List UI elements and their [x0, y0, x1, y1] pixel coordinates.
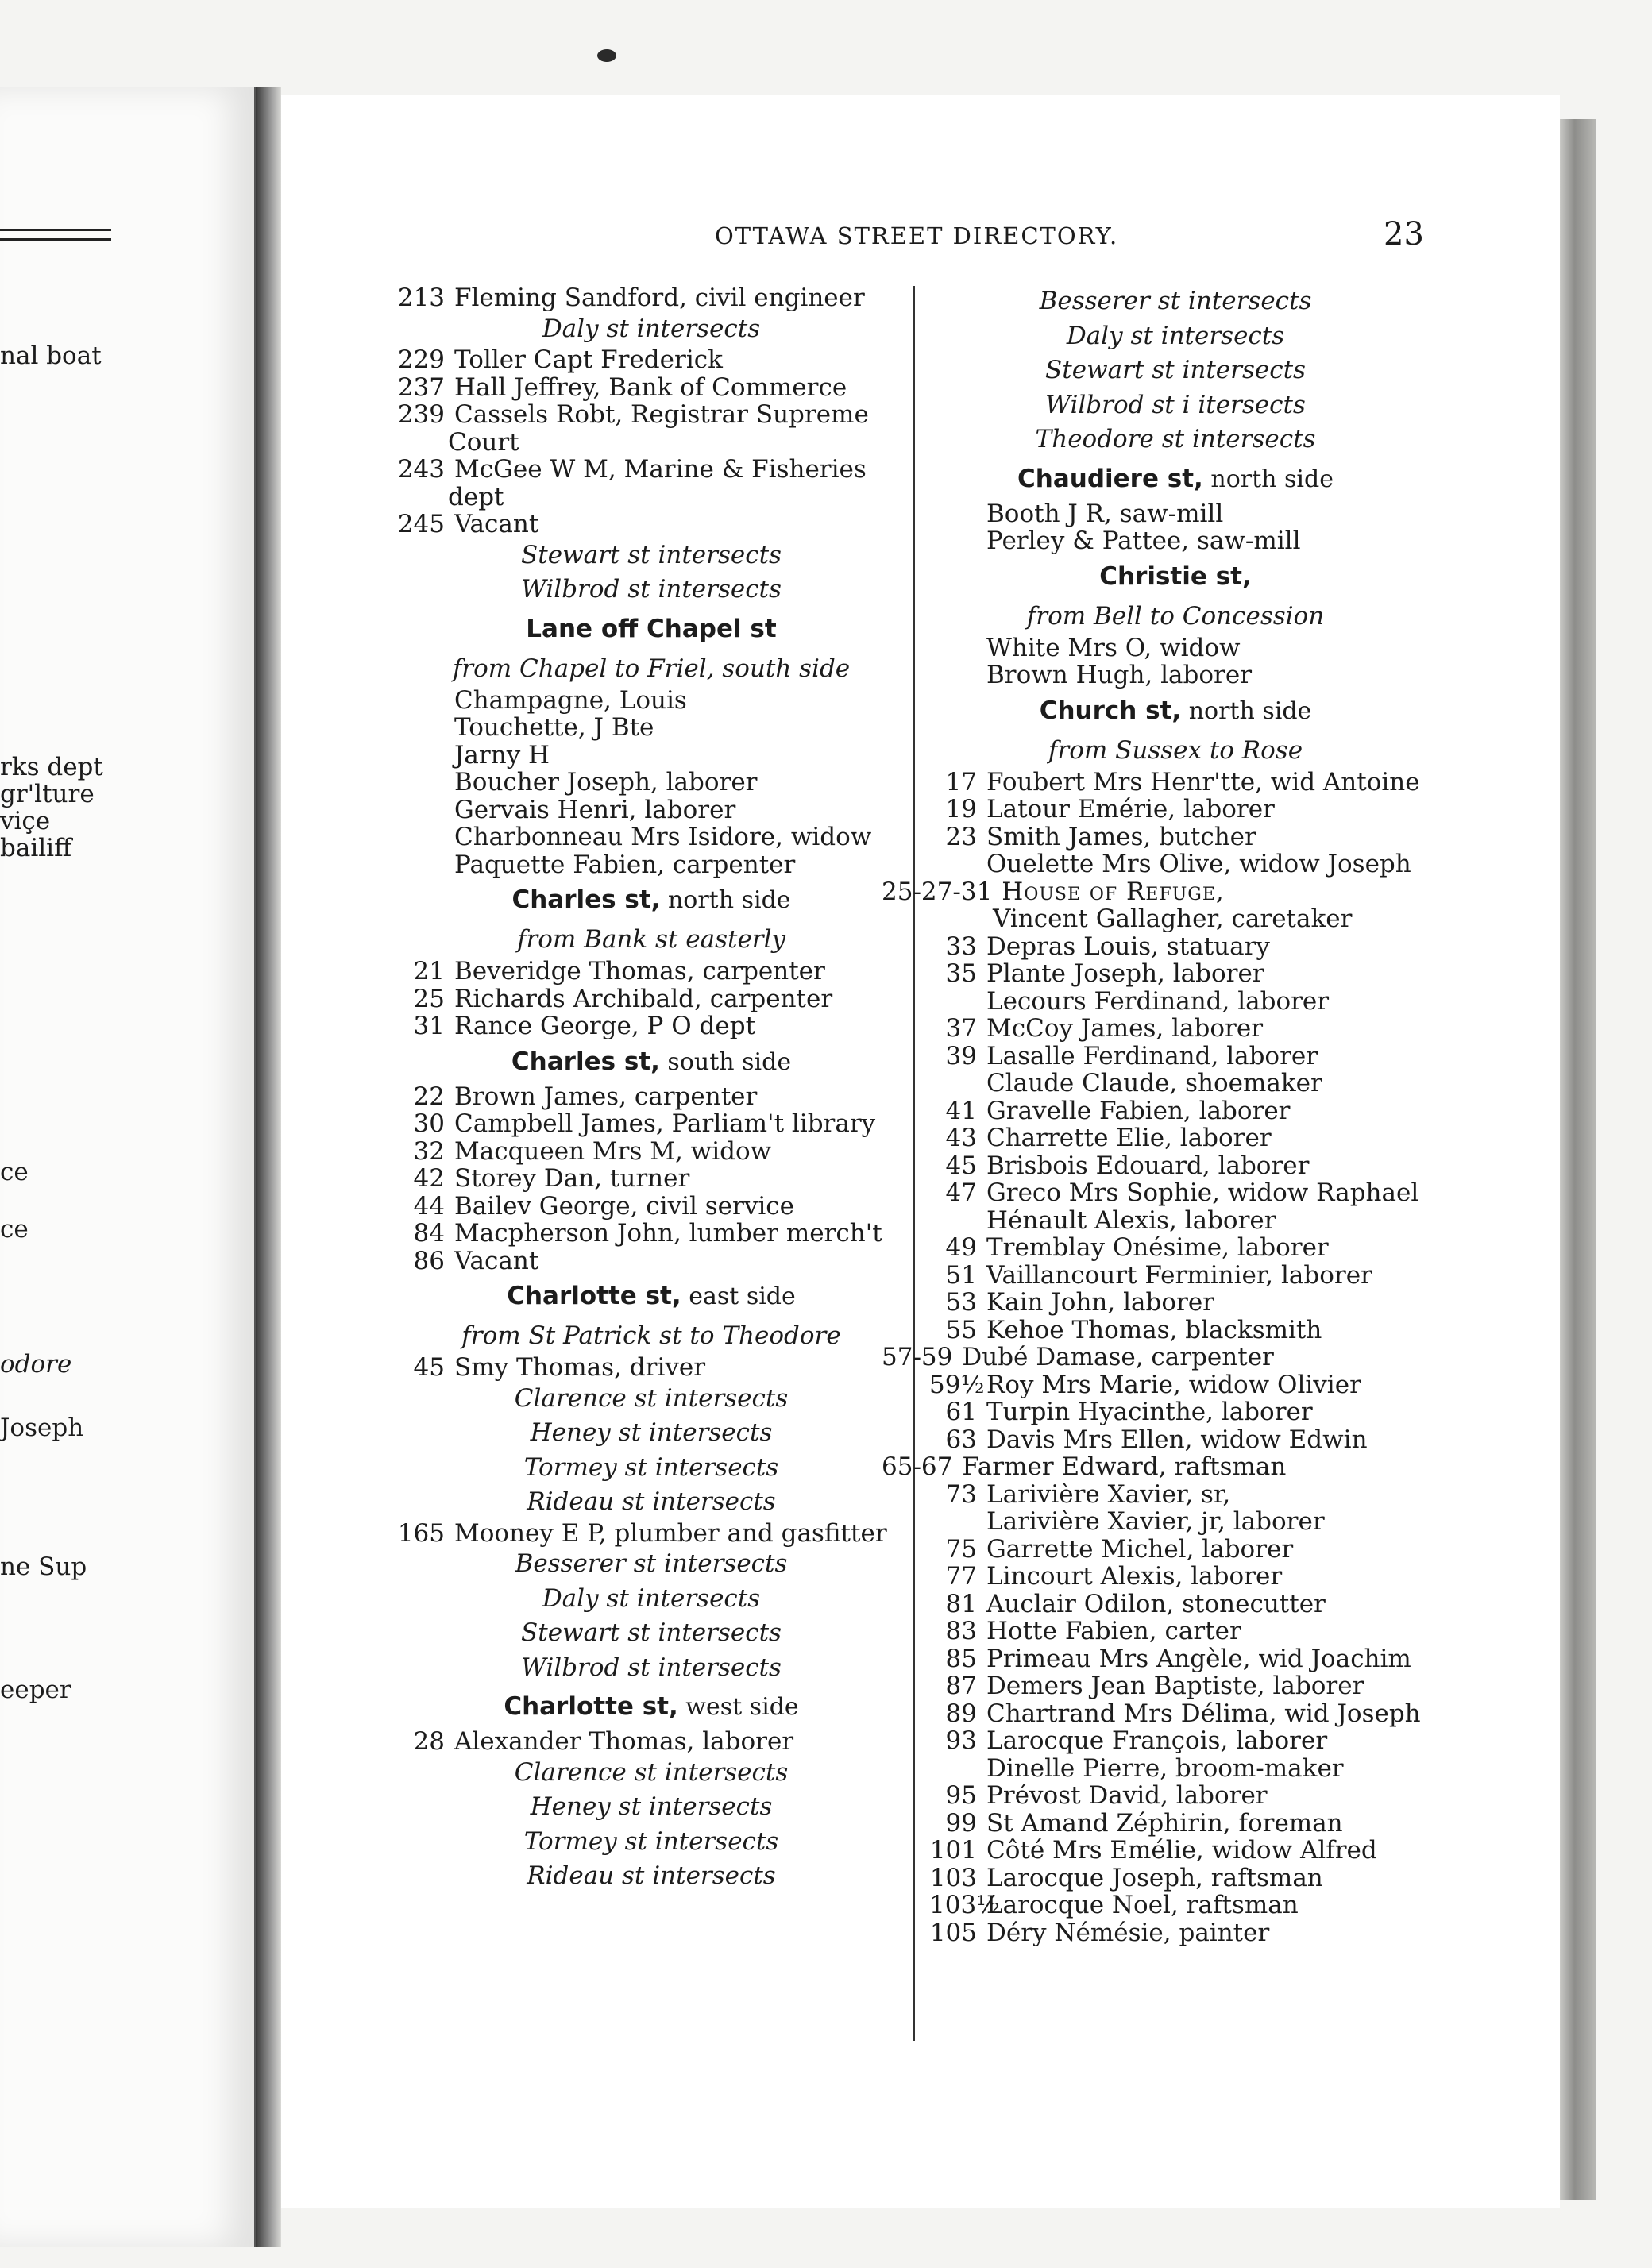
street-name: Christie st,	[1099, 561, 1252, 591]
resident-name: Déry Némésie, painter	[986, 1918, 1270, 1947]
intersection-note: Stewart st intersects	[521, 540, 782, 569]
street-range: from St Patrick st to Theodore	[461, 1321, 841, 1350]
directory-entry	[882, 1452, 1422, 1481]
directory-entry	[929, 850, 1422, 878]
directory-entry	[397, 511, 905, 538]
street-heading	[397, 1275, 905, 1317]
house-number: 89	[945, 1699, 977, 1728]
resident-name: Hall Jeffrey, Bank of Commerce	[454, 372, 847, 402]
house-number: 57-59	[882, 1343, 953, 1371]
directory-entry	[929, 1782, 1422, 1810]
resident-name: Perley & Pattee, saw-mill	[986, 526, 1301, 555]
house-number: 229	[397, 345, 445, 374]
directory-entry	[882, 877, 1422, 906]
directory-entry	[397, 456, 905, 484]
house-number: 77	[945, 1562, 977, 1591]
resident-name: Larivière Xavier, sr,	[986, 1479, 1231, 1509]
directory-entry	[882, 1343, 1422, 1371]
street-name: Church st,	[1039, 696, 1182, 725]
resident-name: Mooney E P, plumber and gasfitter	[454, 1518, 887, 1548]
resident-name: White Mrs O, widow	[986, 633, 1241, 662]
house-number: 42	[413, 1164, 445, 1193]
directory-entry	[929, 1015, 1422, 1043]
house-number: 83	[945, 1617, 977, 1645]
house-number: 103½	[929, 1891, 1001, 1919]
directory-entry	[397, 1354, 905, 1382]
directory-entry	[929, 1810, 1422, 1838]
resident-name: Tremblay Onésime, laborer	[986, 1233, 1329, 1262]
resident-name: Brown Hugh, laborer	[986, 661, 1253, 689]
resident-name: Smith James, butcher	[986, 822, 1256, 851]
street-side: north side	[1202, 465, 1334, 493]
intersection-note: Heney st intersects	[530, 1418, 773, 1447]
directory-entry	[929, 1727, 1422, 1755]
directory-entry	[929, 960, 1422, 988]
directory-entry	[397, 374, 905, 402]
resident-name: Larocque Noel, raftsman	[986, 1891, 1299, 1919]
directory-entry	[929, 500, 1422, 528]
house-number: 61	[945, 1398, 977, 1426]
directory-entry	[929, 1043, 1422, 1070]
resident-name: Campbell James, Parliam't library	[454, 1109, 876, 1138]
resident-name: Turpin Hyacinthe, laborer	[986, 1398, 1313, 1426]
house-number: 99	[945, 1808, 977, 1838]
street-heading	[397, 1040, 905, 1083]
house-number: 47	[945, 1178, 977, 1207]
directory-entry	[929, 1152, 1422, 1180]
resident-name: Côté Mrs Emélie, widow Alfred	[986, 1836, 1377, 1865]
directory-entry	[929, 1700, 1422, 1728]
left-page-fragment: gr'lture	[0, 780, 95, 808]
house-number: 213	[397, 284, 445, 312]
resident-name: Charbonneau Mrs Isidore, widow	[454, 823, 872, 851]
left-page-fragment: nal boat	[0, 341, 102, 370]
resident-name: Kehoe Thomas, blacksmith	[986, 1315, 1322, 1344]
directory-entry	[929, 1508, 1422, 1536]
house-number: 39	[945, 1041, 977, 1070]
house-number: 44	[413, 1191, 445, 1221]
directory-entry	[929, 1755, 1422, 1783]
left-page-fragment: ne Sup	[0, 1552, 87, 1581]
resident-name: Touchette, J Bte	[454, 713, 654, 742]
intersection-note: Besserer st intersects	[1039, 287, 1312, 315]
left-page-fragment: ce	[0, 1158, 29, 1186]
directory-entry	[929, 1262, 1422, 1290]
house-number: 31	[413, 1012, 445, 1040]
directory-entry	[397, 1138, 905, 1166]
directory-entry	[929, 1481, 1422, 1509]
directory-entry	[397, 1220, 905, 1248]
street-name: Charlotte st,	[507, 1282, 681, 1310]
directory-column-right	[882, 284, 1422, 1947]
resident-name: Cassels Robt, Registrar Supreme	[454, 400, 869, 429]
house-number: 105	[929, 1918, 977, 1947]
resident-name: McGee W M, Marine & Fisheries	[454, 455, 867, 484]
resident-name: Vacant	[454, 510, 539, 538]
left-page-fragment: viçe	[0, 807, 51, 835]
left-page-fragment: bailiff	[0, 834, 72, 862]
house-number: 81	[945, 1589, 977, 1618]
directory-entry	[929, 1919, 1422, 1947]
resident-name: Champagne, Louis	[454, 685, 687, 715]
intersection-note: Daly st intersects	[542, 1583, 761, 1613]
resident-name: Prévost David, laborer	[986, 1781, 1268, 1810]
directory-entry	[397, 851, 905, 879]
directory-entry	[929, 1234, 1422, 1262]
resident-name: Brisbois Edouard, laborer	[986, 1151, 1310, 1180]
house-number: 245	[397, 510, 445, 538]
resident-name: Davis Mrs Ellen, widow Edwin	[986, 1425, 1368, 1454]
directory-entry	[929, 1563, 1422, 1591]
house-number: 35	[945, 959, 977, 988]
directory-entry	[929, 933, 1422, 961]
intersection-note: Wilbrod st i itersects	[1045, 390, 1306, 419]
directory-entry	[929, 1179, 1422, 1207]
house-number: 84	[413, 1219, 445, 1248]
entry-continuation: dept	[448, 482, 504, 511]
directory-entry	[929, 1892, 1422, 1919]
house-number: 55	[945, 1315, 977, 1344]
house-number: 63	[945, 1425, 977, 1454]
house-number: 93	[945, 1726, 977, 1755]
resident-name: Larocque François, laborer	[986, 1726, 1328, 1755]
resident-name: Plante Joseph, laborer	[986, 959, 1264, 988]
intersection-note: Stewart st intersects	[521, 1618, 782, 1647]
resident-name: Kain John, laborer	[986, 1288, 1214, 1317]
directory-entry	[929, 527, 1422, 555]
resident-name: Macpherson John, lumber merch't	[454, 1219, 882, 1248]
street-side: north side	[660, 886, 791, 914]
resident-name: Vaillancourt Ferminier, laborer	[986, 1260, 1372, 1290]
house-number: 59½	[929, 1370, 985, 1399]
directory-entry	[397, 824, 905, 851]
street-heading	[929, 555, 1422, 598]
directory-entry	[929, 988, 1422, 1016]
house-number: 45	[413, 1353, 445, 1382]
directory-entry	[929, 769, 1422, 796]
book-gutter	[256, 87, 281, 2247]
directory-entry	[397, 1728, 905, 1756]
ink-spot	[597, 49, 616, 62]
resident-name: Lecours Ferdinand, laborer	[986, 986, 1330, 1016]
house-number: 101	[929, 1836, 977, 1865]
directory-entry	[929, 796, 1422, 824]
house-number: 32	[413, 1136, 445, 1166]
entry-continuation: Vincent Gallagher, caretaker	[993, 904, 1353, 933]
house-number: 19	[945, 795, 977, 824]
house-number: 30	[413, 1109, 445, 1138]
resident-name: Boucher Joseph, laborer	[454, 768, 758, 796]
resident-name: Storey Dan, turner	[454, 1164, 690, 1193]
resident-name: Lasalle Ferdinand, laborer	[986, 1041, 1318, 1070]
directory-entry	[929, 1672, 1422, 1700]
page-edge	[1560, 119, 1596, 2200]
directory-entry	[397, 1110, 905, 1138]
directory-entry	[397, 1012, 905, 1040]
street-side: north side	[1181, 696, 1312, 725]
resident-name: Paquette Fabien, carpenter	[454, 850, 796, 879]
left-page-rule	[0, 238, 111, 241]
page-header: OTTAWA STREET DIRECTORY.	[715, 222, 1119, 249]
resident-name: Rance George, P O dept	[454, 1012, 756, 1040]
directory-entry	[397, 1165, 905, 1193]
street-side: south side	[659, 1047, 792, 1076]
house-number: 45	[945, 1151, 977, 1180]
intersection-note: Heney st intersects	[530, 1792, 773, 1821]
house-number: 239	[397, 400, 445, 429]
house-number: 95	[945, 1781, 977, 1810]
resident-name: Primeau Mrs Angèle, wid Joachim	[986, 1644, 1411, 1673]
intersection-note: Daly st intersects	[1066, 321, 1285, 350]
resident-name: Fleming Sandford, civil engineer	[454, 284, 865, 312]
intersection-note: Rideau st intersects	[527, 1487, 776, 1516]
column-divider	[913, 286, 915, 2041]
resident-name: Richards Archibald, carpenter	[454, 984, 833, 1013]
street-heading	[397, 878, 905, 921]
house-number: 86	[413, 1246, 445, 1275]
directory-entry	[929, 1536, 1422, 1564]
intersection-note: Daly st intersects	[542, 314, 761, 343]
resident-name: Macqueen Mrs M, widow	[454, 1136, 772, 1166]
street-name: Charles st,	[511, 1047, 660, 1076]
page-number: 23	[1384, 216, 1424, 253]
resident-name: Latour Emérie, laborer	[986, 795, 1275, 824]
resident-name: Larocque Joseph, raftsman	[986, 1863, 1323, 1892]
resident-name: Toller Capt Frederick	[454, 345, 723, 374]
house-number: 165	[397, 1518, 445, 1548]
resident-name: Hotte Fabien, carter	[986, 1617, 1241, 1645]
house-number: 65-67	[882, 1452, 953, 1481]
left-page-fragment: odore	[0, 1350, 72, 1379]
directory-entry	[929, 1124, 1422, 1152]
house-number: 243	[397, 455, 445, 484]
directory-column-left	[397, 284, 905, 1894]
house-number: 87	[945, 1672, 977, 1700]
house-number: 41	[945, 1096, 977, 1125]
resident-name: Chartrand Mrs Délima, wid Joseph	[986, 1699, 1421, 1728]
resident-name: Alexander Thomas, laborer	[454, 1727, 794, 1756]
directory-entry	[397, 284, 905, 312]
directory-entry	[929, 662, 1422, 689]
street-name: Chaudiere st,	[1017, 464, 1203, 493]
street-name: Lane off Chapel st	[526, 614, 777, 643]
directory-entry	[397, 1193, 905, 1221]
directory-entry	[929, 1317, 1422, 1344]
house-number: 73	[945, 1479, 977, 1509]
resident-name: Depras Louis, statuary	[986, 932, 1270, 961]
street-heading	[397, 608, 905, 650]
resident-name: Larivière Xavier, jr, laborer	[986, 1507, 1325, 1536]
directory-entry	[929, 1837, 1422, 1865]
resident-name: Demers Jean Baptiste, laborer	[986, 1672, 1364, 1700]
intersection-note: Wilbrod st intersects	[521, 575, 782, 604]
resident-name: Gravelle Fabien, laborer	[986, 1096, 1291, 1125]
directory-entry	[397, 1520, 905, 1548]
house-number: 237	[397, 372, 445, 402]
resident-name: Garrette Michel, laborer	[986, 1534, 1294, 1564]
street-heading	[397, 1685, 905, 1728]
directory-entry	[929, 1398, 1422, 1426]
house-number: 51	[945, 1260, 977, 1290]
intersection-note: Tormey st intersects	[523, 1826, 779, 1856]
house-number: 17	[945, 767, 977, 796]
intersection-note: Theodore st intersects	[1035, 425, 1316, 453]
house-number: 37	[945, 1014, 977, 1043]
intersection-note: Wilbrod st intersects	[521, 1653, 782, 1682]
house-number: 75	[945, 1534, 977, 1564]
directory-entry	[929, 1618, 1422, 1645]
intersection-note: Rideau st intersects	[527, 1861, 776, 1890]
resident-name: Ouelette Mrs Olive, widow Joseph	[986, 850, 1411, 878]
resident-name: Lincourt Alexis, laborer	[986, 1562, 1283, 1591]
intersection-note: Clarence st intersects	[514, 1757, 789, 1787]
resident-name: Foubert Mrs Henr'tte, wid Antoine	[986, 767, 1420, 796]
directory-entry	[929, 1645, 1422, 1673]
resident-name: Farmer Edward, raftsman	[962, 1452, 1287, 1481]
intersection-note: Stewart st intersects	[1045, 356, 1306, 384]
directory-entry	[397, 714, 905, 742]
resident-name: Dinelle Pierre, broom-maker	[986, 1753, 1344, 1783]
resident-name: Greco Mrs Sophie, widow Raphael	[986, 1178, 1419, 1207]
house-number: 43	[945, 1124, 977, 1152]
house-number: 25-27-31	[882, 877, 993, 906]
resident-name: House of Refuge,	[1002, 877, 1225, 906]
directory-entry	[397, 346, 905, 374]
directory-entry	[397, 958, 905, 986]
directory-entry	[929, 1426, 1422, 1454]
directory-entry	[929, 1865, 1422, 1892]
directory-entry	[397, 742, 905, 770]
street-name: Charles st,	[511, 885, 661, 914]
street-range: from Bank st easterly	[516, 925, 786, 954]
resident-name: Charrette Elie, laborer	[986, 1124, 1272, 1152]
directory-entry	[929, 1591, 1422, 1618]
resident-name: Brown James, carpenter	[454, 1082, 758, 1111]
house-number: 22	[413, 1082, 445, 1111]
left-page-rule	[0, 229, 111, 231]
street-name: Charlotte st,	[504, 1692, 678, 1721]
street-range: from Bell to Concession	[1026, 601, 1325, 631]
intersection-note: Besserer st intersects	[515, 1549, 788, 1578]
directory-entry	[397, 401, 905, 429]
resident-name: Dubé Damase, carpenter	[962, 1343, 1274, 1371]
street-heading	[929, 457, 1422, 500]
directory-entry	[397, 687, 905, 715]
directory-entry	[929, 1070, 1422, 1097]
entry-continuation: Court	[448, 427, 519, 457]
house-number: 21	[413, 957, 445, 986]
street-range: from Sussex to Rose	[1048, 735, 1303, 765]
intersection-note: Clarence st intersects	[514, 1383, 789, 1413]
resident-name: Booth J R, saw-mill	[986, 499, 1224, 528]
left-page-fragment: eeper	[0, 1676, 71, 1704]
house-number: 85	[945, 1644, 977, 1673]
left-page-fragment: ce	[0, 1215, 29, 1244]
resident-name: Roy Mrs Marie, widow Olivier	[986, 1370, 1361, 1399]
house-number: 103	[929, 1863, 977, 1892]
resident-name: McCoy James, laborer	[986, 1014, 1264, 1043]
directory-entry	[929, 824, 1422, 851]
directory-entry	[929, 1207, 1422, 1235]
left-page-fragment: Joseph	[0, 1414, 84, 1442]
directory-entry	[929, 634, 1422, 662]
house-number: 33	[945, 932, 977, 961]
resident-name: Vacant	[454, 1246, 539, 1275]
resident-name: Jarny H	[454, 740, 550, 770]
resident-name: Claude Claude, shoemaker	[986, 1069, 1322, 1097]
street-heading	[929, 689, 1422, 732]
directory-entry	[929, 1371, 1422, 1399]
house-number: 28	[413, 1727, 445, 1756]
left-page-fragment: rks dept	[0, 753, 103, 781]
directory-entry	[397, 796, 905, 824]
house-number: 25	[413, 984, 445, 1013]
directory-entry	[397, 1083, 905, 1111]
resident-name: Bailev George, civil service	[454, 1191, 794, 1221]
resident-name: Gervais Henri, laborer	[454, 795, 736, 824]
directory-entry	[929, 1097, 1422, 1125]
directory-entry	[397, 769, 905, 796]
resident-name: St Amand Zéphirin, foreman	[986, 1808, 1343, 1838]
street-side: west side	[677, 1693, 799, 1721]
house-number: 49	[945, 1233, 977, 1262]
directory-entry	[397, 986, 905, 1013]
street-side: east side	[681, 1282, 796, 1310]
resident-name: Hénault Alexis, laborer	[986, 1205, 1276, 1235]
resident-name: Auclair Odilon, stonecutter	[986, 1589, 1326, 1618]
street-range: from Chapel to Friel, south side	[452, 654, 851, 683]
directory-entry	[929, 1289, 1422, 1317]
house-number: 23	[945, 822, 977, 851]
house-number: 53	[945, 1288, 977, 1317]
resident-name: Smy Thomas, driver	[454, 1353, 706, 1382]
resident-name: Beveridge Thomas, carpenter	[454, 957, 825, 986]
directory-entry	[397, 1248, 905, 1275]
intersection-note: Tormey st intersects	[523, 1452, 779, 1482]
